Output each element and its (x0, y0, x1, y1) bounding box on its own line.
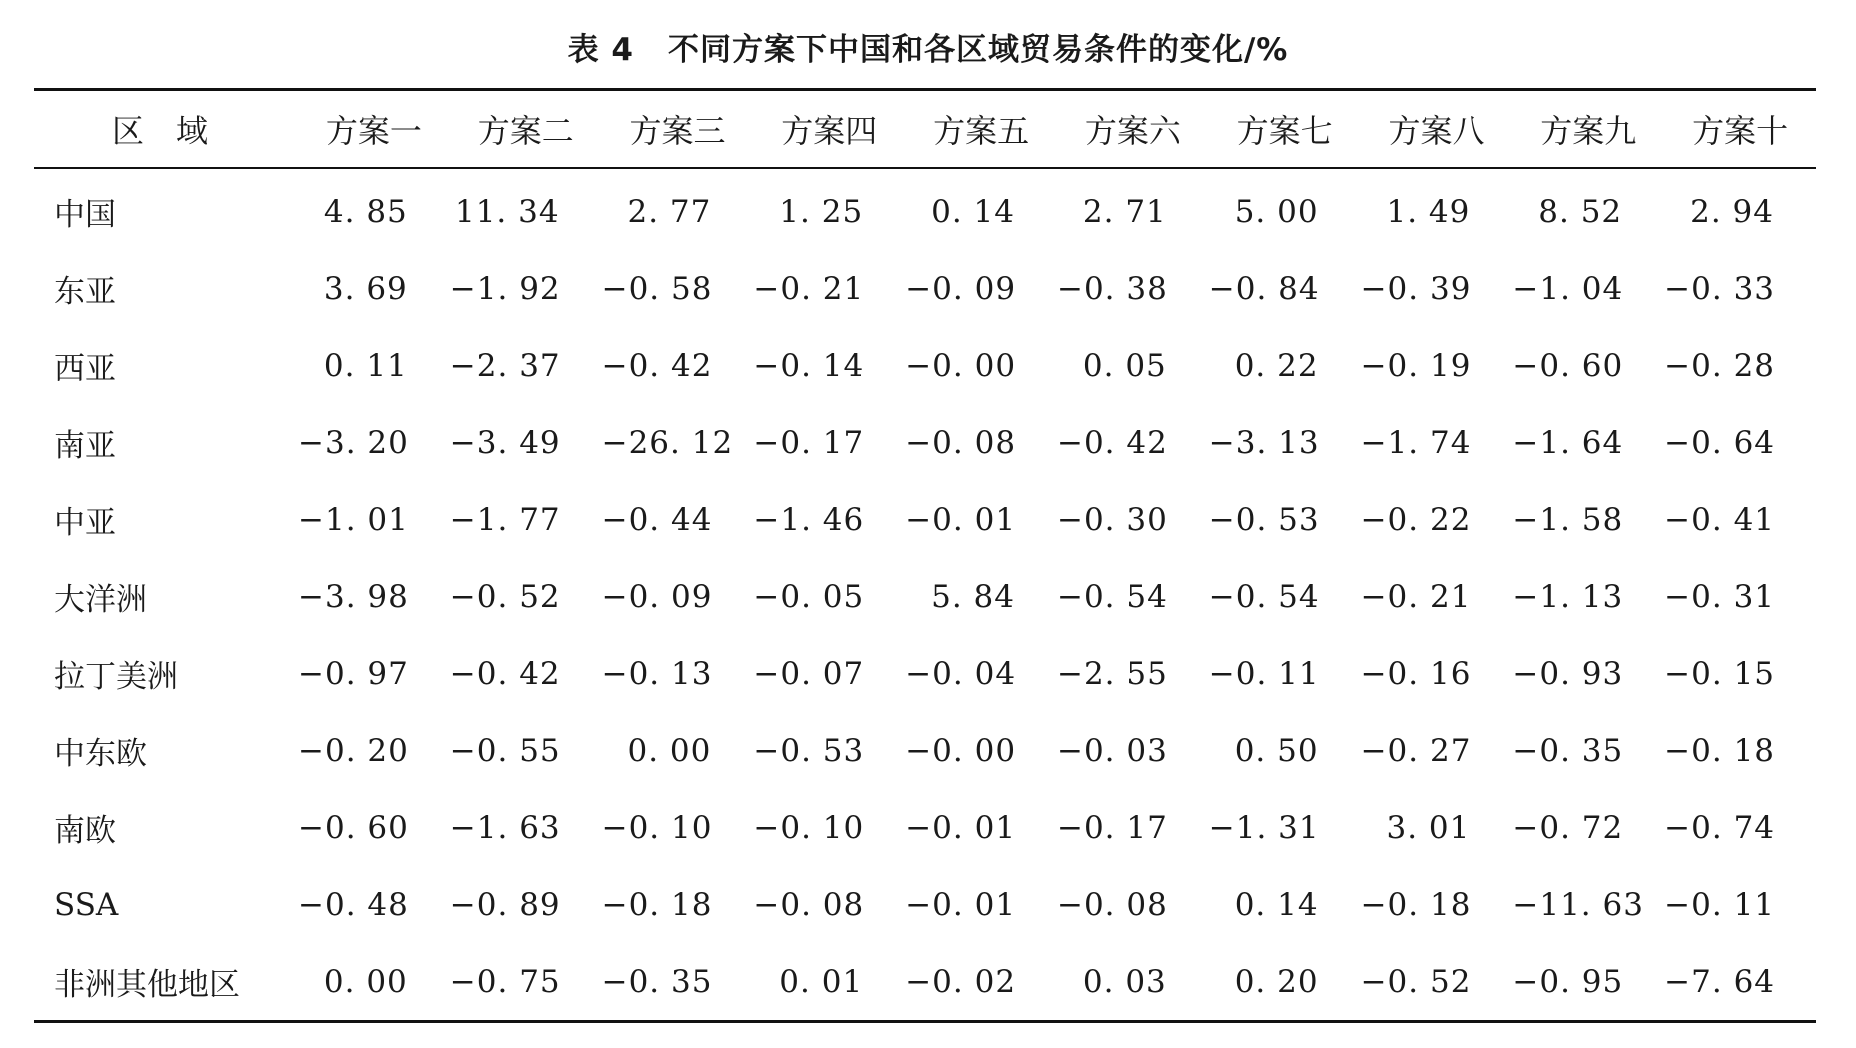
value-cell: −0. 41 (1664, 501, 1776, 538)
value-cell: −0. 13 (601, 655, 713, 692)
value-cell: −0. 31 (1664, 578, 1776, 615)
region-cell: 东亚 (54, 274, 116, 310)
value-cell: 1. 49 (1386, 193, 1471, 230)
value-cell: −0. 11 (1664, 886, 1776, 923)
value-cell: 3. 69 (323, 270, 408, 307)
region-cell: 南亚 (54, 428, 116, 464)
value-cell: −0. 60 (1512, 347, 1624, 384)
value-cell: −2. 55 (1056, 655, 1168, 692)
region-cell: 南欧 (54, 813, 116, 849)
value-cell: −0. 42 (601, 347, 713, 384)
value-cell: −0. 10 (753, 809, 865, 846)
value-cell: 1. 25 (779, 193, 864, 230)
value-cell: −0. 48 (298, 886, 409, 923)
value-cell: −0. 15 (1664, 655, 1776, 692)
table-row (34, 250, 1816, 327)
table-row (34, 168, 1816, 250)
region-cell: 西亚 (54, 351, 116, 387)
value-cell: −0. 17 (1056, 809, 1168, 846)
value-cell: 0. 20 (1209, 943, 1361, 1022)
scenario-header: 方案五 (905, 90, 1057, 169)
value-cell: −7. 64 (1664, 943, 1816, 1022)
value-cell: 0. 14 (931, 193, 1015, 230)
value-cell: −0. 09 (601, 578, 713, 615)
scenario-header: 方案七 (1209, 90, 1361, 169)
scenario-header: 方案六 (1057, 90, 1209, 169)
value-cell: −0. 53 (1208, 501, 1320, 538)
value-cell: 5. 00 (1234, 193, 1319, 230)
scenario-header: 方案四 (753, 90, 905, 169)
table-row (34, 558, 1816, 635)
table-row (34, 866, 1816, 943)
value-cell: 0. 22 (1234, 347, 1319, 384)
value-cell: −0. 39 (1360, 270, 1472, 307)
value-cell: −0. 33 (1664, 270, 1776, 307)
value-cell: −1. 04 (1512, 270, 1624, 307)
value-cell: −0. 18 (1360, 886, 1472, 923)
table-caption (0, 24, 1856, 69)
value-cell: −0. 89 (449, 886, 561, 923)
value-cell: −1. 01 (298, 501, 409, 538)
value-cell: −0. 52 (1361, 943, 1513, 1022)
region-cell: 大洋洲 (54, 582, 147, 618)
value-cell: −3. 13 (1208, 424, 1320, 461)
value-cell: −0. 18 (601, 886, 713, 923)
value-cell: −0. 00 (905, 732, 1017, 769)
value-cell: −2. 37 (449, 347, 561, 384)
value-cell: −0. 95 (1512, 943, 1664, 1022)
value-cell: 0. 01 (753, 943, 905, 1022)
value-cell: −0. 08 (905, 424, 1017, 461)
terms-of-trade-table (34, 88, 1816, 1023)
table-row (34, 712, 1816, 789)
value-cell: −1. 64 (1512, 424, 1624, 461)
value-cell: −0. 60 (298, 809, 409, 846)
value-cell: −0. 05 (753, 578, 865, 615)
value-cell: −0. 17 (753, 424, 865, 461)
value-cell: −0. 14 (753, 347, 865, 384)
table-row (34, 481, 1816, 558)
value-cell: −0. 84 (1208, 270, 1320, 307)
value-cell: −3. 20 (298, 424, 409, 461)
value-cell: −0. 01 (905, 809, 1017, 846)
value-cell: −0. 44 (601, 501, 713, 538)
value-cell: −1. 74 (1360, 424, 1472, 461)
region-cell: 中国 (54, 197, 116, 233)
region-cell: SSA (54, 886, 119, 923)
value-cell: −0. 21 (1360, 578, 1472, 615)
region-cell: 拉丁美洲 (54, 659, 178, 695)
value-cell: −0. 02 (905, 943, 1057, 1022)
value-cell: −0. 08 (1056, 886, 1168, 923)
value-cell: −0. 64 (1664, 424, 1776, 461)
scenario-header: 方案九 (1512, 90, 1664, 169)
value-cell: −0. 27 (1360, 732, 1472, 769)
value-cell: −0. 72 (1512, 809, 1624, 846)
value-cell: 0. 11 (323, 347, 408, 384)
value-cell: −0. 28 (1664, 347, 1776, 384)
region-cell: 中东欧 (54, 736, 147, 772)
value-cell: −0. 03 (1056, 732, 1168, 769)
value-cell: −0. 52 (449, 578, 561, 615)
region-cell: 中亚 (54, 505, 116, 541)
region-column-header: 区 域 (34, 90, 298, 169)
value-cell: −0. 22 (1360, 501, 1472, 538)
table-row (34, 635, 1816, 712)
value-cell: −0. 00 (905, 347, 1017, 384)
value-cell: −1. 31 (1208, 809, 1320, 846)
value-cell: 8. 52 (1538, 193, 1623, 230)
value-cell: −0. 18 (1664, 732, 1776, 769)
value-cell: −0. 42 (1056, 424, 1168, 461)
table-number: 表 4 (567, 32, 634, 68)
value-cell: 11. 34 (454, 193, 560, 230)
value-cell: 0. 50 (1234, 732, 1319, 769)
value-cell: 2. 71 (1082, 193, 1167, 230)
value-cell: −0. 10 (601, 809, 713, 846)
value-cell: −0. 35 (1512, 732, 1624, 769)
scenario-header: 方案八 (1361, 90, 1513, 169)
value-cell: −1. 46 (753, 501, 865, 538)
value-cell: −0. 04 (905, 655, 1017, 692)
value-cell: −0. 35 (602, 943, 754, 1022)
table-row (34, 943, 1816, 1022)
value-cell: −1. 63 (449, 809, 561, 846)
value-cell: −0. 01 (905, 501, 1017, 538)
table-row (34, 327, 1816, 404)
value-cell: 3. 01 (1386, 809, 1471, 846)
value-cell: −0. 08 (753, 886, 865, 923)
value-cell: −0. 58 (601, 270, 713, 307)
scenario-header: 方案二 (450, 90, 602, 169)
value-cell: 5. 84 (931, 578, 1015, 615)
value-cell: −0. 30 (1056, 501, 1168, 538)
value-cell: −3. 49 (449, 424, 561, 461)
value-cell: −0. 16 (1360, 655, 1472, 692)
value-cell: −0. 54 (1208, 578, 1320, 615)
value-cell: −0. 55 (449, 732, 561, 769)
value-cell: −0. 53 (753, 732, 865, 769)
scenario-header: 方案三 (602, 90, 754, 169)
value-cell: −0. 01 (905, 886, 1017, 923)
table-row (34, 789, 1816, 866)
value-cell: −0. 11 (1208, 655, 1320, 692)
value-cell: −1. 77 (449, 501, 561, 538)
value-cell: −0. 38 (1056, 270, 1168, 307)
header-row (34, 90, 1816, 169)
value-cell: 0. 03 (1057, 943, 1209, 1022)
table-title: 不同方案下中国和各区域贸易条件的变化/% (667, 32, 1289, 68)
value-cell: −0. 42 (449, 655, 561, 692)
value-cell: 2. 77 (627, 193, 712, 230)
value-cell: −0. 20 (298, 732, 409, 769)
value-cell: −0. 07 (753, 655, 865, 692)
value-cell: −3. 98 (298, 578, 409, 615)
value-cell: −0. 74 (1664, 809, 1776, 846)
value-cell: −0. 54 (1056, 578, 1168, 615)
value-cell: −0. 09 (905, 270, 1017, 307)
scenario-header: 方案十 (1664, 90, 1816, 169)
value-cell: 4. 85 (323, 193, 408, 230)
value-cell: 0. 00 (627, 732, 712, 769)
value-cell: −26. 12 (601, 424, 734, 461)
value-cell: −0. 75 (450, 943, 602, 1022)
value-cell: 0. 05 (1082, 347, 1167, 384)
value-cell: 0. 14 (1234, 886, 1319, 923)
value-cell: 2. 94 (1690, 193, 1774, 230)
value-cell: −0. 93 (1512, 655, 1624, 692)
scenario-header: 方案一 (298, 90, 450, 169)
table-row (34, 404, 1816, 481)
value-cell: −1. 92 (449, 270, 561, 307)
value-cell: −0. 19 (1360, 347, 1472, 384)
value-cell: −0. 21 (753, 270, 865, 307)
value-cell: 0. 00 (298, 943, 450, 1022)
value-cell: −0. 97 (298, 655, 409, 692)
region-cell: 非洲其他地区 (34, 943, 298, 1022)
value-cell: −1. 58 (1512, 501, 1624, 538)
value-cell: −11. 63 (1512, 886, 1644, 923)
value-cell: −1. 13 (1512, 578, 1624, 615)
